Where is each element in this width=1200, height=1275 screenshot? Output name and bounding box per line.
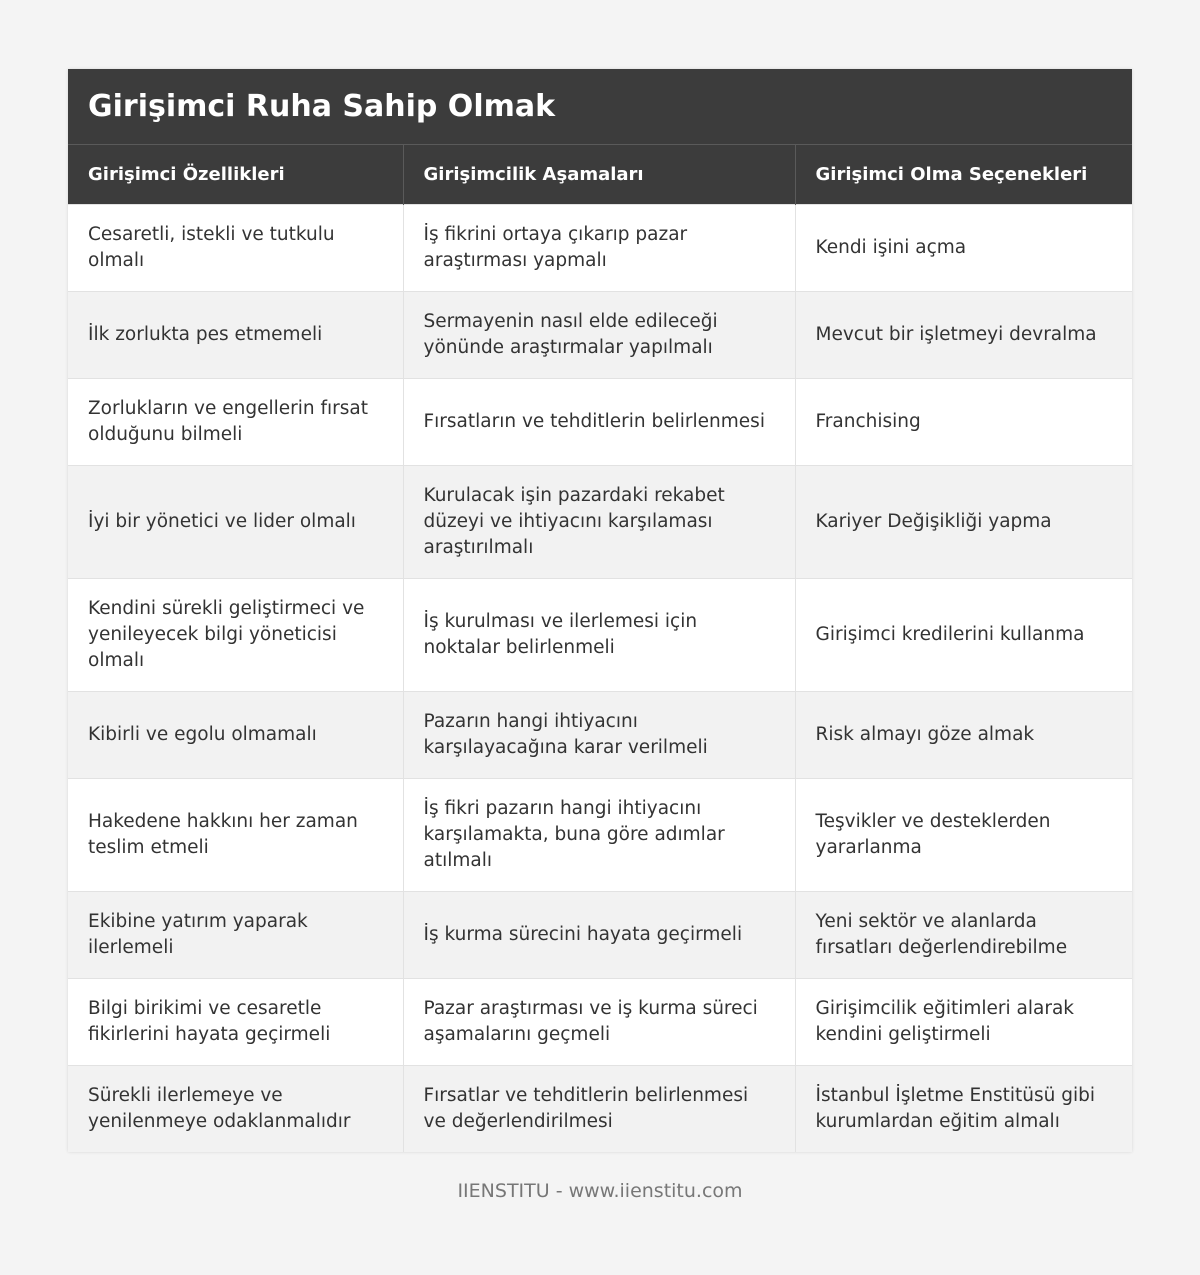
table-cell: Bilgi birikimi ve cesaretle fikirlerini hayata geçirmeli <box>68 978 403 1065</box>
table-row <box>68 891 1132 978</box>
table-row <box>68 578 1132 691</box>
table-row <box>68 778 1132 891</box>
table-cell: Girişimci kredilerini kullanma <box>795 578 1132 691</box>
table-cell: Sermayenin nasıl elde edileceği yönünde araştırmalar yapılmalı <box>403 291 795 378</box>
table-cell: Teşvikler ve desteklerden yararlanma <box>795 778 1132 891</box>
table-cell: Fırsatların ve tehditlerin belirlenmesi <box>403 378 795 465</box>
table-cell: Ekibine yatırım yaparak ilerlemeli <box>68 891 403 978</box>
table-cell: Fırsatlar ve tehditlerin belirlenmesi ve değerlendirilmesi <box>403 1065 795 1152</box>
table-cell: Kurulacak işin pazardaki rekabet düzeyi ve ihtiyacını karşılaması araştırılmalı <box>403 465 795 578</box>
table-cell: Zorlukların ve engellerin fırsat olduğunu bilmeli <box>68 378 403 465</box>
table-cell: Sürekli ilerlemeye ve yenilenmeye odaklanmalıdır <box>68 1065 403 1152</box>
table-cell: Pazarın hangi ihtiyacını karşılayacağına karar verilmeli <box>403 691 795 778</box>
column-header: Girişimci Olma Seçenekleri <box>795 145 1132 204</box>
table-cell: İyi bir yönetici ve lider olmalı <box>68 465 403 578</box>
title-bar <box>68 69 1132 145</box>
table-cell: İlk zorlukta pes etmemeli <box>68 291 403 378</box>
table-cell: Yeni sektör ve alanlarda fırsatları değerlendirebilme <box>795 891 1132 978</box>
table-cell: İş fikri pazarın hangi ihtiyacını karşılamakta, buna göre adımlar atılmalı <box>403 778 795 891</box>
table-row <box>68 291 1132 378</box>
table-row <box>68 204 1132 291</box>
table-cell: Risk almayı göze almak <box>795 691 1132 778</box>
table-cell: Mevcut bir işletmeyi devralma <box>795 291 1132 378</box>
table-cell: Hakedene hakkını her zaman teslim etmeli <box>68 778 403 891</box>
column-header: Girişimcilik Aşamaları <box>403 145 795 204</box>
table-cell: Kibirli ve egolu olmamalı <box>68 691 403 778</box>
table-row <box>68 465 1132 578</box>
table-cell: Kariyer Değişikliği yapma <box>795 465 1132 578</box>
table-cell: İstanbul İşletme Enstitüsü gibi kurumlardan eğitim almalı <box>795 1065 1132 1152</box>
table-cell: Franchising <box>795 378 1132 465</box>
table-row <box>68 691 1132 778</box>
table-title: Girişimci Ruha Sahip Olmak <box>88 89 556 124</box>
table-cell: Pazar araştırması ve iş kurma süreci aşamalarını geçmeli <box>403 978 795 1065</box>
column-header: Girişimci Özellikleri <box>68 145 403 204</box>
table-cell: Cesaretli, istekli ve tutkulu olmalı <box>68 204 403 291</box>
table-cell: İş kurma sürecini hayata geçirmeli <box>403 891 795 978</box>
table-row <box>68 378 1132 465</box>
footer-credit: IIENSTITU - www.iienstitu.com <box>457 1180 743 1202</box>
table-cell: Kendini sürekli geliştirmeci ve yenileyecek bilgi yöneticisi olmalı <box>68 578 403 691</box>
table-cell: İş kurulması ve ilerlemesi için noktalar belirlenmeli <box>403 578 795 691</box>
table-cell: İş fikrini ortaya çıkarıp pazar araştırması yapmalı <box>403 204 795 291</box>
table-row <box>68 978 1132 1065</box>
table-card <box>68 69 1132 1152</box>
table-cell: Kendi işini açma <box>795 204 1132 291</box>
table-cell: Girişimcilik eğitimleri alarak kendini geliştirmeli <box>795 978 1132 1065</box>
table-row <box>68 1065 1132 1152</box>
header-row <box>68 145 1132 204</box>
data-table <box>68 145 1132 1152</box>
